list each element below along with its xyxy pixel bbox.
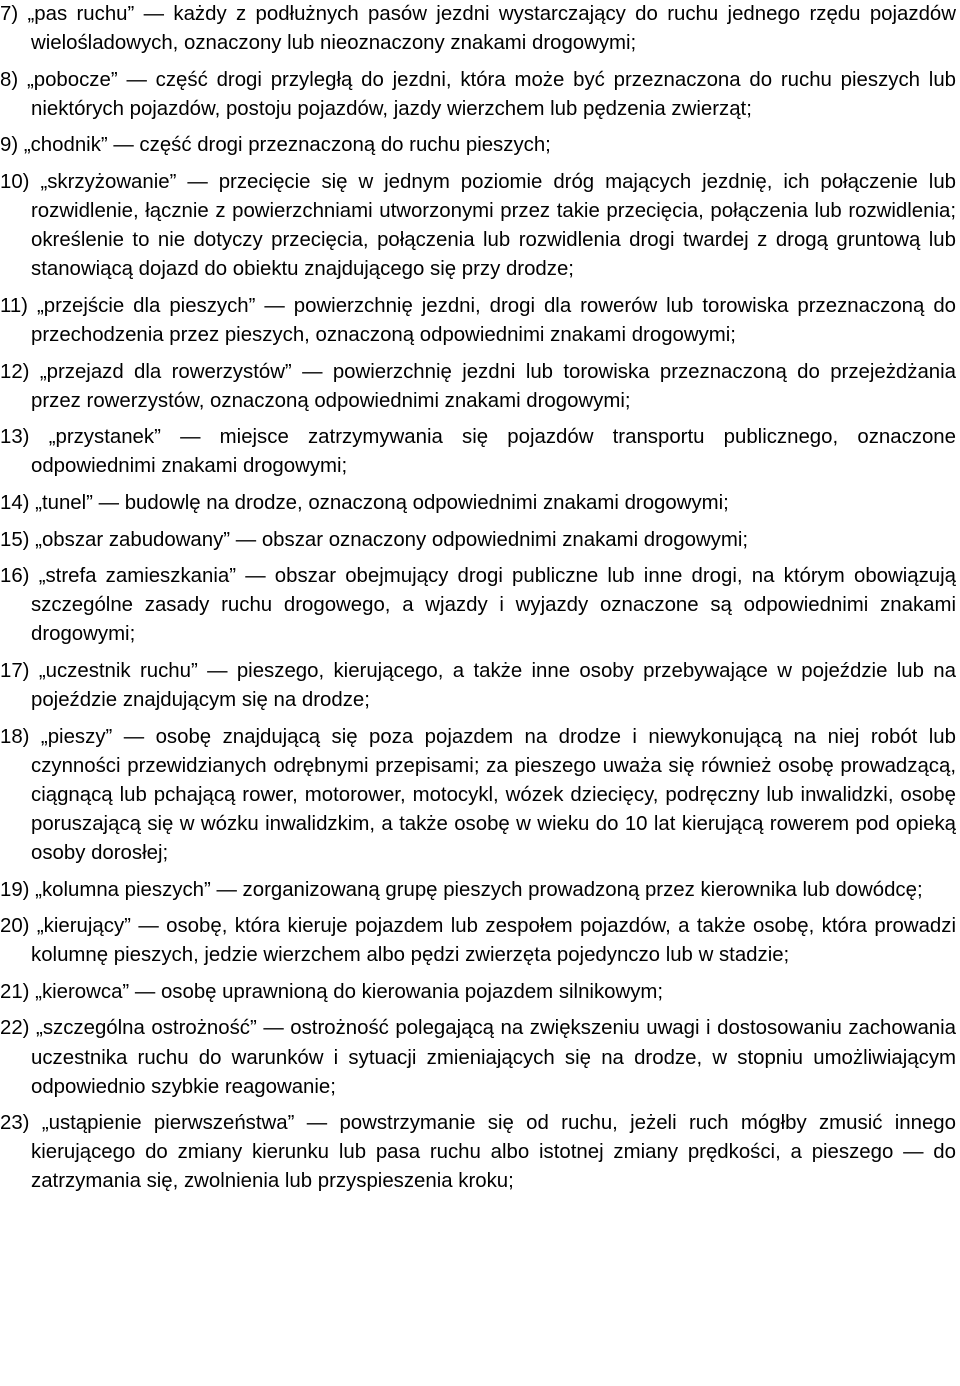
definition-term: „przystanek” [48,426,161,449]
definition-term: „obszar zabudowany” [35,528,231,551]
definition-term: „kierowca” [35,980,130,1003]
definition-text: każdy z podłużnych pasów jezdni wystarczający do ruchu jednego rzędu pojazdów wielośladowych, oznaczony lub nieoznaczony znakami drogowymi; [31,3,956,55]
definition-number: 13) [0,426,30,449]
definition-dash: — [123,725,145,748]
definition-number: 16) [0,565,30,588]
definition-item [0,168,957,284]
definition-term: „ustąpienie pierwszeństwa” [41,1112,295,1135]
definition-term: „przejazd dla rowerzystów” [39,360,292,383]
definition-term: „uczestnik ruchu” [38,659,198,682]
definition-text: powierzchnię jezdni lub torowiska przeznaczoną do przejeżdżania przez rowerzystów, oznaczoną odpowiednimi znakami drogowymi; [31,360,957,412]
definition-item [0,876,956,905]
definition-item [0,1014,957,1101]
definition-term: „kierujący” [36,915,131,938]
definition-number: 10) [0,170,30,193]
definition-text: obszar obejmujący drogi publiczne lub inne drogi, na którym obowiązują szczególne zasady ruchu drogowego, a wjazdy i wyjazdy oznaczone są odpowiednimi znakami drogowymi; [31,565,957,646]
definition-term: „pobocze” [26,68,118,91]
definition-text: zorganizowaną grupę pieszych prowadzoną przez kierownika lub dowódcę; [242,878,923,901]
definition-number: 23) [0,1112,30,1135]
definition-item [0,292,956,350]
definition-item [0,131,956,160]
definition-number: 8) [0,68,19,91]
definition-item [0,66,957,124]
definition-term: „strefa zamieszkania” [38,565,236,588]
definition-dash: — [126,68,147,91]
definition-text: miejsce zatrzymywania się pojazdów transportu publicznego, oznaczone odpowiednimi znakami drogowymi; [31,426,956,478]
definition-number: 7) [0,3,19,25]
definition-dash: — [235,528,257,551]
definition-dash: — [187,170,208,193]
definition-text: część drogi przeznaczoną do ruchu pieszych; [139,134,551,157]
definition-number: 19) [0,878,30,901]
definition-number: 9) [0,134,19,157]
definition-dash: — [138,915,159,938]
definition-item [0,723,956,868]
definition-dash: — [113,134,134,157]
definition-dash: — [207,659,228,682]
definition-term: „przejście dla pieszych” [36,294,256,317]
definition-item [0,489,956,518]
definition-number: 17) [0,659,30,682]
definition-term: „chodnik” [23,134,108,157]
definition-term: „skrzyżowanie” [40,170,177,193]
definition-item [0,358,957,416]
definition-dash: — [263,1017,284,1040]
definition-dash: — [216,878,237,901]
definition-number: 11) [0,294,28,317]
definition-dash: — [143,3,165,25]
definition-term: „tunel” [35,491,93,514]
definition-text: ostrożność polegającą na zwiększeniu uwagi i dostosowaniu zachowania uczestnika ruchu do warunków i sytuacji zmieniających się na drodze, w stopniu umożliwiającym odpowiednio szybkie reagowanie; [31,1017,957,1098]
definition-text: obszar oznaczony odpowiednimi znakami drogowymi; [261,528,749,551]
definition-dash: — [98,491,120,514]
definition-number: 15) [0,528,30,551]
definition-dash: — [245,565,266,588]
definition-text: część drogi przyległą do jezdni, która może być przeznaczona do ruchu pieszych lub niektórych pojazdów, postoju pojazdów, jazdy wierzchem lub pędzenia zwierząt; [31,68,957,120]
definition-dash: — [264,294,285,317]
definition-term: „pas ruchu” [27,3,135,25]
definition-number: 21) [0,980,30,1003]
definition-number: 22) [0,1017,30,1040]
definition-item [0,0,956,58]
definition-text: osobę, która kieruje pojazdem lub zespołem pojazdów, a także osobę, która prowadzi kolumnę pieszych, jedzie wierzchem albo pędzi zwierzęta pojedynczo lub w stadzie; [31,915,956,967]
definition-item [0,423,956,481]
definition-item [0,1109,956,1196]
definition-number: 12) [0,360,30,383]
definition-text: osobę znajdującą się poza pojazdem na drodze i niewykonującą na niej robót lub czynności przewidzianych odrębnymi przepisami; za pieszego uważa się również osobę prowadzącą, ciągnącą lub pchającą rower, motorower, motocykl, wózek dziecięcy, podręczny lub inwalidzki, osobę poruszającą się w wózku inwalidzkim, a także osobę w wieku do 10 lat kierującą rowerem pod opieką osoby dorosłej; [31,725,956,864]
definition-text: powierzchnię jezdni, drogi dla rowerów lub torowiska przeznaczoną do przechodzenia przez pieszych, oznaczoną odpowiednimi znakami drogowymi; [31,294,956,346]
definition-text: osobę uprawnioną do kierowania pojazdem silnikowym; [160,980,664,1003]
definition-text: przecięcie się w jednym poziomie dróg mających jezdnię, ich połączenie lub rozwidlenie, łącznie z powierzchniami utworzonymi przez takie przecięcia, połączenia lub rozwidlenia; określenie to nie dotyczy przecięcia, połączenia lub rozwidlenia drogi twardej z drogą gruntową lub stanowiącą dojazd do obiektu znajdującego się przy drodze; [31,170,957,281]
definition-dash: — [134,980,156,1003]
definition-text: powstrzymanie się od ruchu, jeżeli ruch mógłby zmusić innego kierującego do zmiany kierunku lub pasa ruchu albo istotnej zmiany prędkości, a pieszego — do zatrzymania się, zwolnienia lub przyspieszenia kroku; [31,1112,956,1193]
definition-term: „pieszy” [40,725,113,748]
definition-number: 14) [0,491,30,514]
definition-item [0,657,956,715]
definition-number: 20) [0,915,30,938]
definition-item [0,562,957,649]
definition-number: 18) [0,725,30,748]
definition-item [0,912,956,970]
definition-dash: — [302,360,323,383]
definition-dash: — [306,1112,328,1135]
definition-text: pieszego, kierującego, a także inne osoby przebywające w pojeździe lub na pojeździe znajdującym się na drodze; [31,659,956,711]
definition-item [0,978,956,1007]
definition-term: „szczególna ostrożność” [36,1017,257,1040]
definition-dash: — [180,426,201,449]
definition-item [0,526,956,555]
definition-term: „kolumna pieszych” [35,878,211,901]
definition-text: budowlę na drodze, oznaczoną odpowiednimi znakami drogowymi; [124,491,729,514]
